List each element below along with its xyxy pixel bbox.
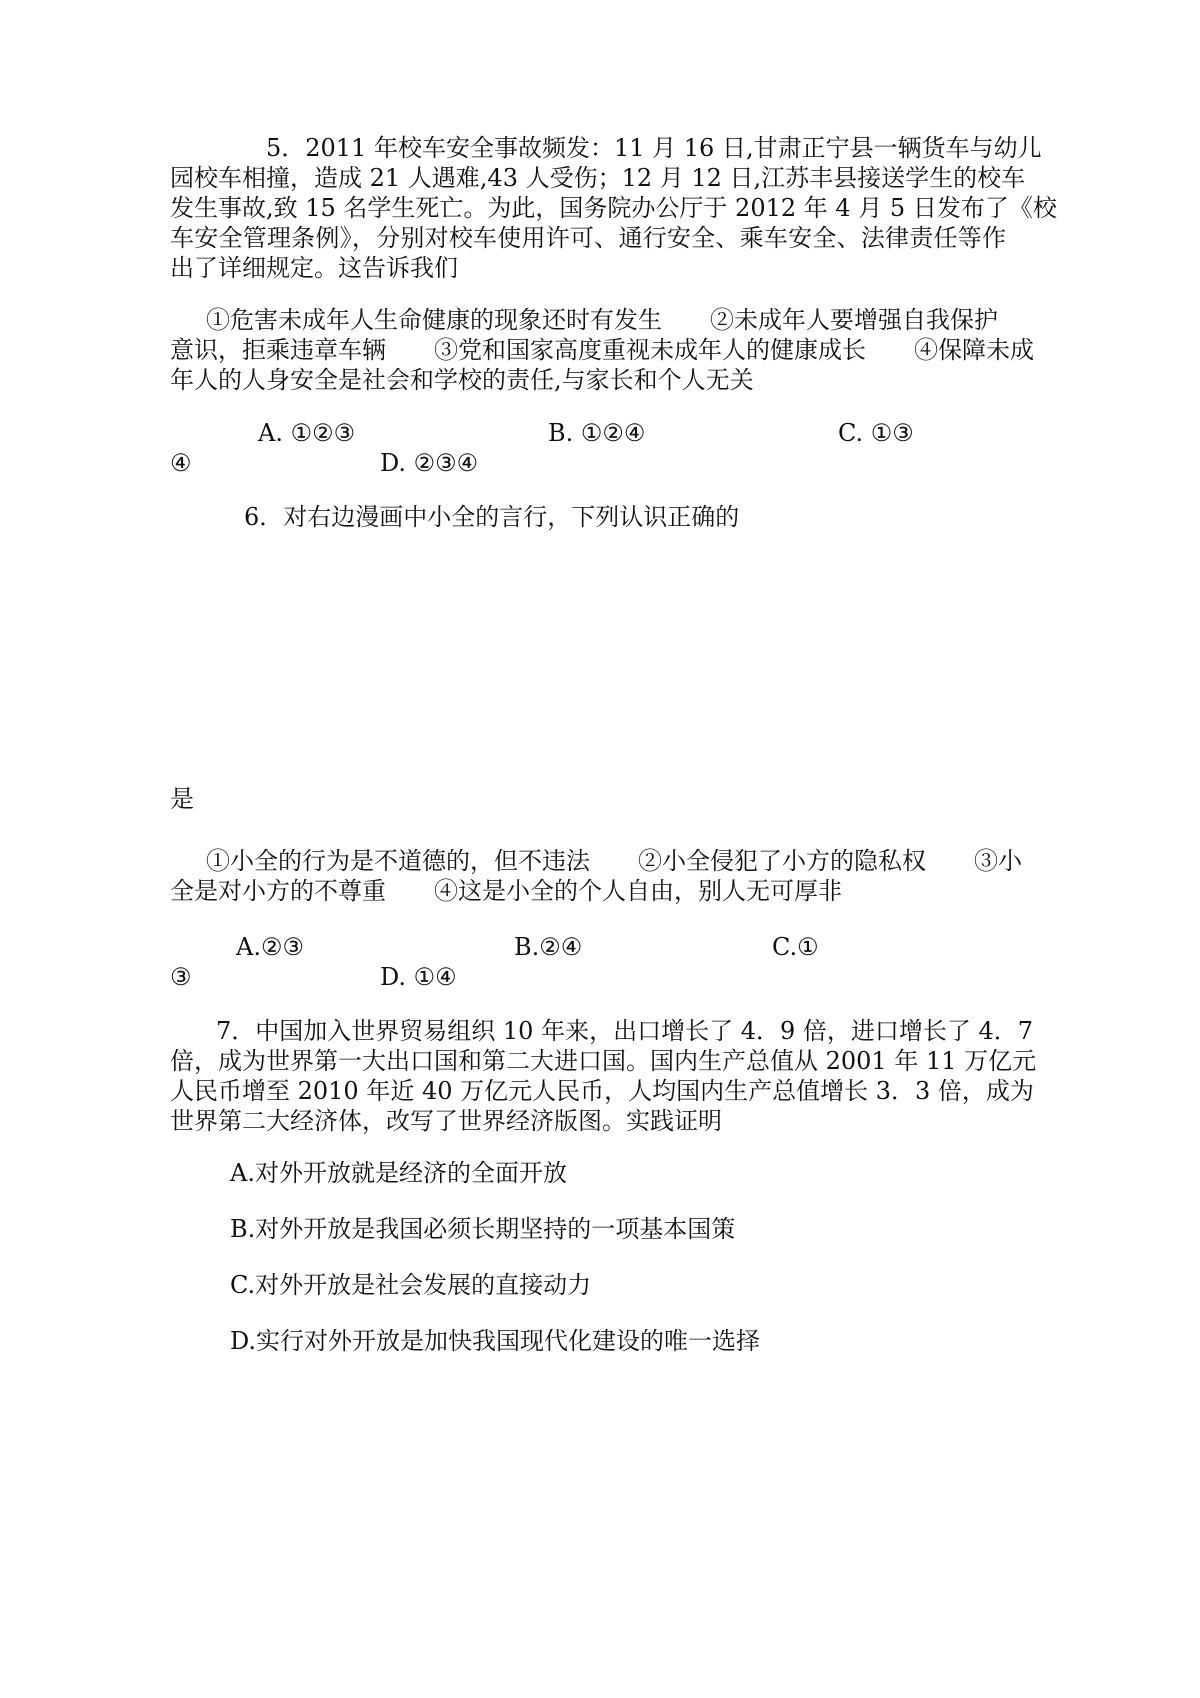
q6-stem-end: 是 xyxy=(170,785,194,813)
q5-stem-line-4: 车安全管理条例》，分别对校车使用许可、通行安全、乘车安全、法律责任等作 xyxy=(170,224,1006,252)
cartoon-placeholder xyxy=(170,540,940,770)
q6-option-c-part-1: C.① xyxy=(772,933,819,961)
q7-option-b: B.对外开放是我国必须长期坚持的一项基本国策 xyxy=(230,1215,736,1243)
q7-stem-line-4: 世界第二大经济体，改写了世界经济版图。实践证明 xyxy=(170,1107,722,1135)
q7-stem-line-2: 倍，成为世界第一大出口国和第二大进口国。国内生产总值从 2001 年 11 万亿元 xyxy=(170,1047,1037,1075)
q5-stem-line-5: 出了详细规定。这告诉我们 xyxy=(170,254,458,282)
q5-statement-line-3: 年人的人身安全是社会和学校的责任,与家长和个人无关 xyxy=(170,366,754,394)
q7-stem-line-3: 人民币增至 2010 年近 40 万亿元人民币，人均国内生产总值增长 3．3 倍，成为 xyxy=(170,1077,1034,1105)
q5-option-b: B. ①②④ xyxy=(548,419,646,447)
q6-option-c-part-2: ③ xyxy=(170,963,192,991)
q5-option-c-part-2: ④ xyxy=(170,449,192,477)
q6-statement-line-1: ①小全的行为是不道德的，但不违法 ②小全侵犯了小方的隐私权 ③小 xyxy=(206,847,1022,875)
q5-option-d: D. ②③④ xyxy=(380,449,479,477)
q7-option-c: C.对外开放是社会发展的直接动力 xyxy=(230,1271,592,1299)
q5-option-a: A. ①②③ xyxy=(258,419,356,447)
q5-option-c-part-1: C. ①③ xyxy=(838,419,914,447)
q6-option-b: B.②④ xyxy=(514,933,583,961)
q7-option-a: A.对外开放就是经济的全面开放 xyxy=(230,1159,567,1187)
q5-stem-line-2: 园校车相撞，造成 21 人遇难,43 人受伤；12 月 12 日,江苏丰县接送学生的校车 xyxy=(170,164,1026,192)
q6-option-a: A.②③ xyxy=(236,933,304,961)
q6-option-d: D. ①④ xyxy=(380,963,457,991)
q5-statement-line-2: 意识，拒乘违章车辆 ③党和国家高度重视未成年人的健康成长 ④保障未成 xyxy=(170,336,1034,364)
q6-statement-line-2: 全是对小方的不尊重 ④这是小全的个人自由，别人无可厚非 xyxy=(170,877,842,905)
q5-stem-line-3: 发生事故,致 15 名学生死亡。为此，国务院办公厅于 2012 年 4 月 5 日发布了《校 xyxy=(170,194,1057,222)
q7-option-d: D.实行对外开放是加快我国现代化建设的唯一选择 xyxy=(230,1327,761,1355)
q6-stem: 6．对右边漫画中小全的言行，下列认识正确的 xyxy=(244,503,740,531)
q7-stem-line-1: 7．中国加入世界贸易组织 10 年来，出口增长了 4．9 倍，进口增长了 4．7 xyxy=(216,1017,1034,1045)
q5-statement-line-1: ①危害未成年人生命健康的现象还时有发生 ②未成年人要增强自我保护 xyxy=(206,306,998,334)
q5-stem-line-1: 5．2011 年校车安全事故频发：11 月 16 日,甘肃正宁县一辆货车与幼儿 xyxy=(266,134,1042,162)
